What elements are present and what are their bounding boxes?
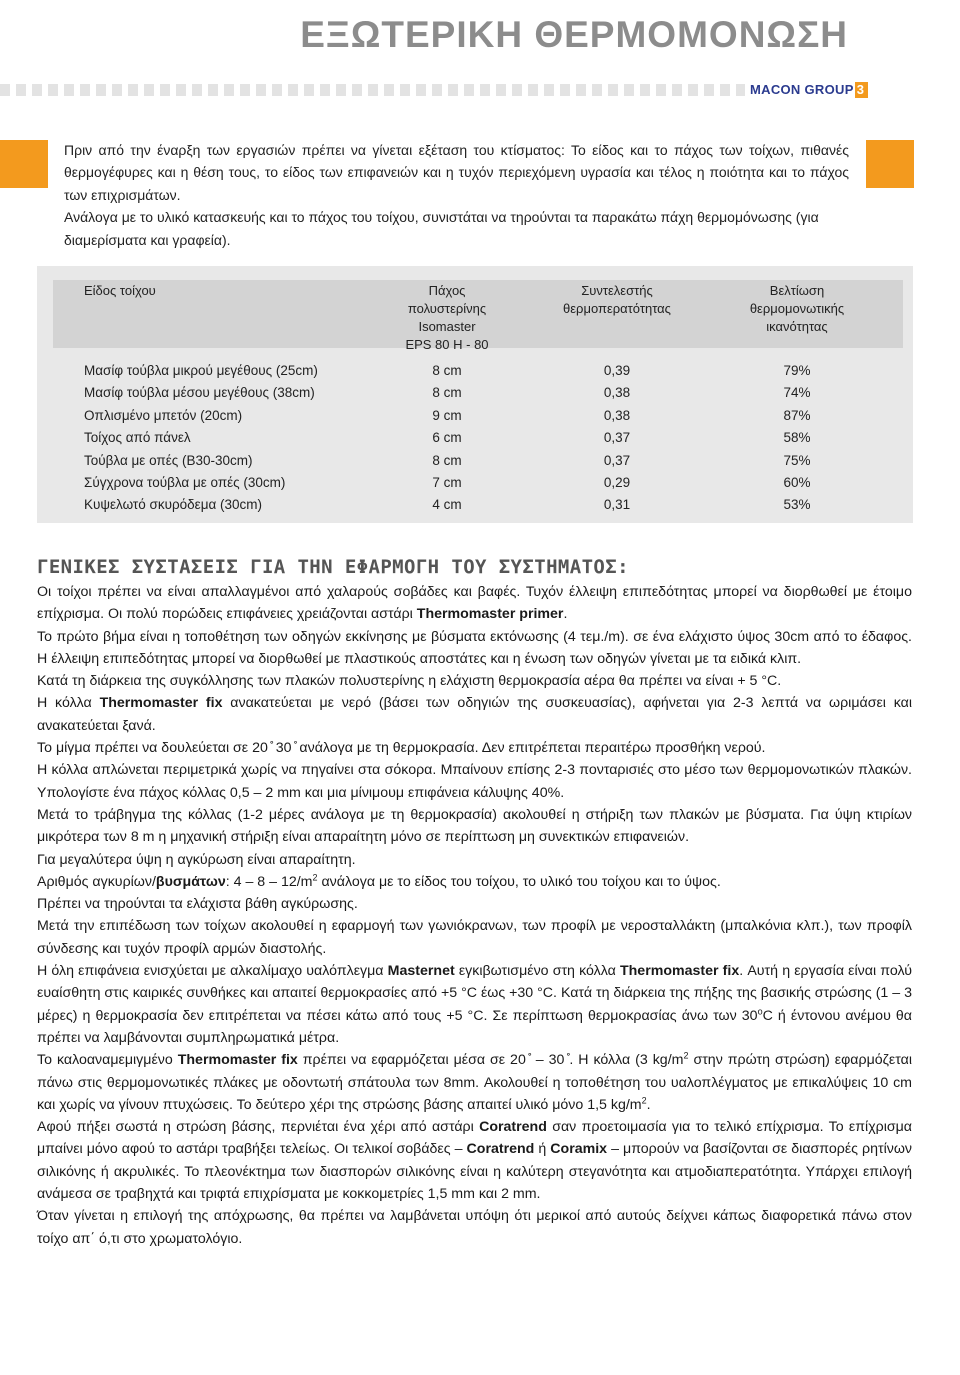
intro-paragraph: Ανάλογα με το υλικό κατασκευής και το πάχος του τοίχου, συνιστάται να τηρούνται τα παρακάτω πάχη θερμομόνωσης (για διαμερίσματα και γραφεία).	[64, 209, 819, 248]
text-run: ανακατεύεται με νερό (βάσει των οδηγιών της συσκευασίας), αφήνεται για 2-3 λεπτά να ωριμάσει και ανακατεύεται ξανά.	[37, 695, 912, 734]
brand-footer	[750, 82, 868, 98]
superscript: 2	[312, 872, 318, 883]
cell-thickness: 8 cm	[432, 452, 462, 468]
text-run: .	[563, 606, 568, 623]
text-run: Η κόλλα απλώνεται περιμετρικά χωρίς να πηγαίνει στα σόκορα. Μπαίνουν επίσης 2-3 πονταρισιές στο μέσο των θερμομονωτικών πλακών. Υπολογίστε ένα πάχος κόλλας 0,5 – 2 mm και μια μίνιμουμ επιφάνεια κάλυψης 40%.	[37, 762, 912, 801]
table-body	[37, 360, 913, 517]
guideline-paragraph	[37, 871, 912, 893]
text-run: ή	[534, 1141, 551, 1158]
cell-u-value: 0,31	[603, 497, 631, 513]
page-number: 3	[855, 82, 869, 98]
text-run: – μπορούν να βασίζονται σε διασπορές ρητίνων σιλικόνης ή ακρυλικές. Το πλεονέκτημα των διασπορών σιλικόνης είναι η καλύτερη στεγανότητα και ατμοδιαπερατότητα. Υπάρχει επιλογή ανάμεσα σε τραβηχτά και τριφτά επιχρίσματα με κοκκομετρίες 1,5 mm και 2 mm.	[37, 1141, 913, 1203]
application-guidelines	[37, 581, 912, 1250]
guideline-paragraph	[37, 960, 912, 1049]
table-row	[37, 494, 913, 516]
guideline-paragraph	[37, 915, 912, 960]
bold-text: βυσμάτων	[155, 873, 226, 890]
text-run: Όταν γίνεται η επιλογή της απόχρωσης, θα πρέπει να λαμβάνεται υπόψη ότι μερικοί από αυτούς δείχνει κάπως διαφορετικά πάνω στον τοίχο απ΄ ό,τι στο χρωματολόγιο.	[37, 1208, 912, 1247]
guideline-paragraph	[37, 737, 912, 759]
cell-improvement: 75%	[783, 452, 811, 468]
text-run: Η κόλλα	[37, 695, 100, 712]
bold-text: Coramix	[550, 1141, 608, 1158]
cell-u-value: 0,29	[603, 474, 631, 490]
cell-wall-type: Κυψελωτό σκυρόδεμα (30cm)	[84, 497, 263, 513]
superscript: 2	[683, 1050, 689, 1061]
table-header-wall-type	[84, 282, 156, 300]
cell-improvement: 79%	[783, 363, 811, 378]
guideline-paragraph	[37, 759, 912, 804]
header-line: Βελτίωση	[769, 283, 825, 298]
table-row	[37, 360, 913, 382]
bold-text: Coratrend	[479, 1119, 547, 1136]
cell-thickness: 8 cm	[432, 363, 462, 378]
cell-improvement: 74%	[783, 385, 811, 401]
text-run: εγκιβωτισμένο στη κόλλα	[454, 963, 620, 980]
table-row	[37, 427, 913, 449]
guideline-paragraph	[37, 804, 912, 849]
cell-wall-type: Μασίφ τούβλα μέσου μεγέθους (38cm)	[84, 385, 315, 401]
header-line: EPS 80 H - 80	[405, 337, 489, 352]
header-line: Πάχος	[428, 283, 466, 298]
guideline-paragraph	[37, 692, 912, 737]
header-line: Είδος τοίχου	[84, 283, 156, 298]
guideline-paragraph	[37, 670, 912, 692]
cell-wall-type: Σύγχρονα τούβλα με οπές (30cm)	[84, 474, 286, 490]
cell-u-value: 0,38	[603, 385, 631, 401]
bold-text: Coratrend	[466, 1141, 535, 1158]
text-run: Κατά τη διάρκεια της συγκόλλησης των πλακών πολυστερίνης η ελάχιστη θερμοκρασία αέρα θα πρέπει να είναι + 5 °C.	[37, 673, 782, 690]
text-run: στην πρώτη στρώση) εφαρμόζεται πάνω στις θερμομονωτικές πλάκες με οδοντωτή σπάτουλα των 8mm. Ακολουθεί η τοποθέτηση του υαλοπλέγματος με επικαλύψεις 10 cm και χωρίς να γίνουν πτυχώσεις. Το δεύτερο χέρι της στρώσης βάσης απαιτεί υλικό μόνο 1,5 kg/m	[37, 1052, 912, 1113]
header-line: Συντελεστής	[581, 283, 653, 298]
cell-improvement: 53%	[783, 497, 811, 513]
guideline-paragraph	[37, 1205, 912, 1250]
insulation-thickness-table	[37, 266, 913, 523]
cell-wall-type: Τοίχος από πάνελ	[84, 430, 191, 446]
guideline-paragraph	[37, 893, 912, 915]
bold-text: Thermomaster fix	[177, 1052, 298, 1069]
guideline-paragraph	[37, 581, 912, 626]
cell-u-value: 0,38	[603, 407, 631, 423]
text-run: Μετά το τράβηγμα της κόλλας (1-2 μέρες ανάλογα με τη θερμοκρασία) ακολουθεί η στήριξη των πλακών με βύσματα. Για ύψη κτιρίων μικρότερα των 8 m η μηχανική στήριξη είναι απαραίτητη μόνο σε περίπτωση μη συνεκτικών επιφανειών.	[37, 806, 912, 846]
text-run: Η όλη επιφάνεια ενισχύεται με αλκαλίμαχο υαλόπλεγμα	[37, 963, 388, 980]
intro-text	[64, 139, 849, 251]
superscript: o	[757, 1005, 763, 1016]
superscript: 2	[641, 1095, 647, 1106]
guideline-paragraph	[37, 1049, 912, 1116]
cell-improvement: 60%	[783, 474, 811, 490]
guideline-paragraph	[37, 1116, 912, 1205]
text-run: Μετά την επιπέδωση των τοίχων ακολουθεί η εφαρμογή των γωνιόκρανων, των προφίλ με νεροσταλλάκτη (μπαλκόνια κλπ.), των προφίλ σύνδεσης και τυχόν προφίλ αρμών διαστολής.	[37, 918, 912, 957]
header-line: θερμοπερατότητας	[563, 301, 671, 316]
cell-wall-type: Οπλισμένο μπετόν (20cm)	[84, 407, 243, 423]
text-run: Το μίγμα πρέπει να δουλεύεται σε 20 ̊ 30 ̊ ανάλογα με τη θερμοκρασία. Δεν επιτρέπεται περαιτέρω προσθήκη νερού.	[37, 740, 766, 757]
cell-thickness: 8 cm	[432, 385, 462, 401]
cell-u-value: 0,37	[603, 430, 631, 446]
table-row	[37, 450, 913, 472]
text-run: Το πρώτο βήμα είναι η τοποθέτηση των οδηγών εκκίνησης με βύσματα εκτόνωσης (4 τεμ./m). σε ένα ελάχιστο ύψος 30cm από το έδαφος. Η έλλειψη επιπεδότητας μπορεί να διορθωθεί με πλαστικούς αποστάτες και η ένωση των οδηγών γίνεται με τα ειδικά κλιπ.	[37, 628, 912, 667]
page-title: ΕΞΩΤΕΡΙΚΗ ΘΕΡΜΟΜΟΝΩΣΗ	[300, 14, 848, 55]
header-line: πολυστερίνης	[407, 301, 487, 316]
orange-square-left-decoration	[0, 140, 48, 188]
text-run: ανάλογα με το είδος του τοίχου, το υλικό του τοίχου και το ύψος.	[317, 873, 721, 890]
cell-wall-type: Μασίφ τούβλα μικρού μεγέθους (25cm)	[84, 363, 318, 378]
header-line: ικανότητας	[766, 319, 828, 334]
cell-thickness: 6 cm	[432, 430, 462, 446]
text-run: . Αυτή η εργασία είναι πολύ ευαίσθητη στις καιρικές συνθήκες και απαιτεί θερμοκρασίες από +5 °C έως +30 °C. Κατά τη διάρκεια της πήξης της βασικής στρώσης (1 – 3 μέρες) η θερμοκρασία δεν επιτρέπεται να πέσει κάτω από τους +5 °C. Σε περίπτωση θερμοκρασίας άνω των 30	[37, 963, 912, 1024]
table-header-improvement	[717, 282, 877, 336]
table-row	[37, 382, 913, 404]
text-run: : 4 – 8 – 12/m	[225, 873, 313, 890]
guideline-paragraph	[37, 849, 912, 871]
text-run: σαν προετοιμασία για το τελικό επίχρισμα. Το επίχρισμα μπαίνει μόνο αφού το αστάρι τραβήξει τελείως. Οι τελικοί σοβάδες –	[37, 1119, 912, 1158]
section-title: ΓΕΝΙΚΕΣ ΣΥΣΤΑΣΕΙΣ ΓΙΑ ΤΗΝ ΕΦΑΡΜΟΓΗ ΤΟΥ ΣΥΣΤΗΜΑΤΟΣ:	[37, 556, 629, 578]
text-run: Για μεγαλύτερα ύψη η αγκύρωση είναι απαραίτητη.	[37, 851, 356, 868]
cell-thickness: 7 cm	[432, 474, 462, 490]
table-header-thickness	[387, 282, 507, 354]
text-run: .	[646, 1096, 651, 1113]
text-run: πρέπει να εφαρμόζεται μέσα σε 20 ̊ – 30 ̊. Η κόλλα (3 kg/m	[297, 1052, 684, 1069]
table-row	[37, 405, 913, 427]
brand-name: MACON GROUP	[750, 82, 854, 97]
cell-wall-type: Τούβλα με οπές (Β30-30cm)	[84, 452, 253, 468]
intro-paragraph: Πριν από την έναρξη των εργασιών πρέπει να γίνεται εξέταση του κτίσματος: Το είδος και το πάχος των τοίχων, πιθανές θερμογέφυρες και η θέση τους, το είδος των επιφανειών και η τυχόν περιεχόμενη υγρασία και τέλος η ποιότητα και το πάχος των επιχρισμάτων.	[64, 142, 849, 203]
text-run: C ή έντονου ανέμου θα πρέπει να λαμβάνονται συμπληρωματικά μέτρα.	[37, 1007, 912, 1046]
text-run: Αφού πήξει σωστά η στρώση βάσης, περνιέται ένα χέρι από αστάρι	[37, 1119, 480, 1136]
guideline-paragraph	[37, 626, 912, 671]
text-run: Αριθμός αγκυρίων/	[37, 873, 156, 890]
cell-improvement: 58%	[783, 430, 811, 446]
cell-thickness: 4 cm	[432, 497, 462, 513]
header-line: θερμομονωτικής	[749, 301, 845, 316]
bold-text: Masternet	[387, 963, 455, 980]
bold-text: Thermomaster primer	[416, 606, 564, 623]
cell-u-value: 0,39	[603, 363, 631, 378]
table-header-u-value	[537, 282, 697, 318]
text-run: Οι τοίχοι πρέπει να είναι απαλλαγμένοι από χαλαρούς σοβάδες και βαφές. Τυχόν έλλειψη επιπεδότητας μπορεί να διορθωθεί με έτοιμο επίχρισμα. Οι πολύ πορώδεις επιφάνειες χρειάζονται αστάρι	[37, 584, 912, 623]
cell-thickness: 9 cm	[432, 407, 462, 423]
cell-improvement: 87%	[783, 407, 811, 423]
cell-u-value: 0,37	[603, 452, 631, 468]
orange-square-right-decoration	[866, 140, 914, 188]
dotted-divider	[0, 84, 745, 96]
header-line: Isomaster	[418, 319, 476, 334]
table-row	[37, 472, 913, 494]
text-run: Το καλοαναμεμιγμένο	[37, 1052, 178, 1069]
bold-text: Thermomaster fix	[99, 695, 223, 712]
bold-text: Thermomaster fix	[619, 963, 740, 980]
text-run: Πρέπει να τηρούνται τα ελάχιστα βάθη αγκύρωσης.	[37, 896, 358, 913]
